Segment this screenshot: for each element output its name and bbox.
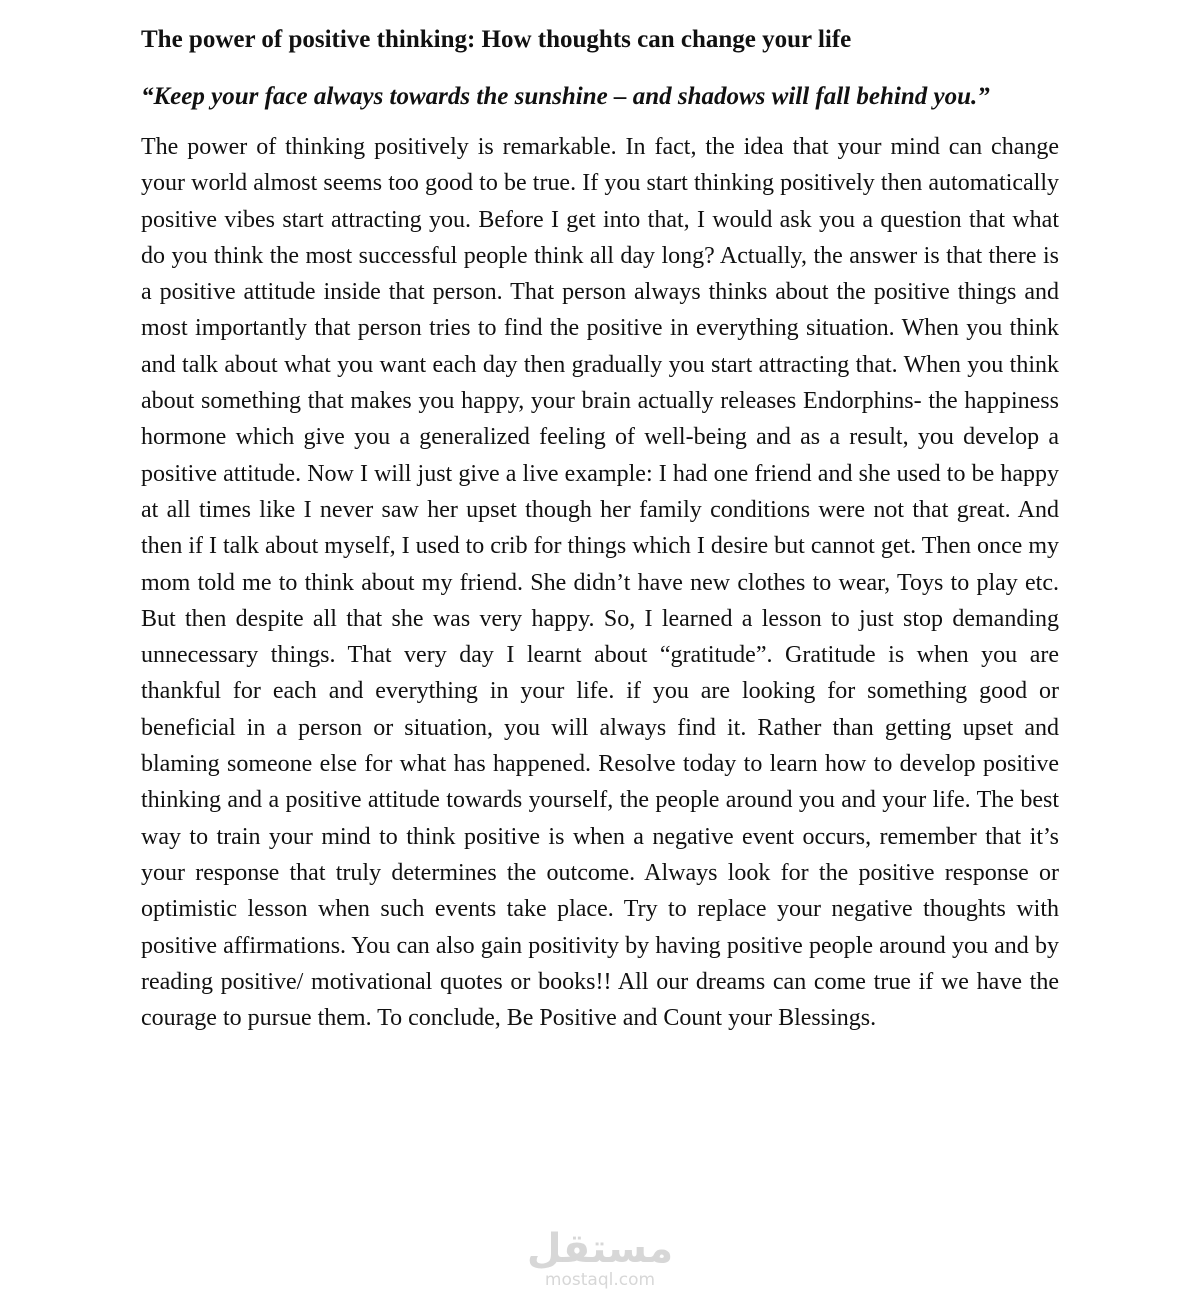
watermark-url: mostaql.com (544, 1270, 656, 1290)
document-body: The power of thinking positively is remarkable. In fact, the idea that your mind can change your world almost seems too good to be true. If you start thinking positively then automatically positive vibes start attracting you. Before I get into that, I would ask you a question that what do you think the most successful people think all day long? Actually, the answer is that there is a positive attitude inside that person. That person always thinks about the positive things and most importantly that person tries to find the positive in everything situation. When you think and talk about what you want each day then gradually you start attracting that. When you think about something that makes you happy, your brain actually releases Endorphins- the happiness hormone which give you a generalized feeling of well-being and as a result, you develop a positive attitude. Now I will just give a live example: I had one friend and she used to be happy at all times like I never saw her upset though her family conditions were not that great. And then if I talk about myself, I used to crib for things which I desire but cannot get. Then once my mom told me to think about my friend. She didn’t have new clothes to wear, Toys to play etc. But then despite all that she was very happy. So, I learned a lesson to just stop demanding unnecessary things. That very day I learnt about “gratitude”. Gratitude is when you are thankful for each and everything in your life. if you are looking for something good or beneficial in a person or situation, you will always find it. Rather than getting upset and blaming someone else for what has happened. Resolve today to learn how to develop positive thinking and a positive attitude towards yourself, the people around you and your life. The best way to train your mind to think positive is when a negative event occurs, remember that it’s your response that truly determines the outcome. Always look for the positive response or optimistic lesson when such events take place. Try to replace your negative thoughts with positive affirmations. You can also gain positivity by having positive people around you and by reading positive/ motivational quotes or books!! All our dreams can come true if we have the courage to pursue them. To conclude, Be Positive and Count your Blessings. (141, 134, 1059, 1032)
document-title: The power of positive thinking: How thoughts can change your life (141, 26, 852, 53)
document-page (141, 24, 1059, 1036)
watermark (0, 1228, 1200, 1290)
document-quote: “Keep your face always towards the sunshine – and shadows will fall behind you.” (141, 83, 990, 110)
watermark-logo: مستقل (526, 1226, 674, 1272)
